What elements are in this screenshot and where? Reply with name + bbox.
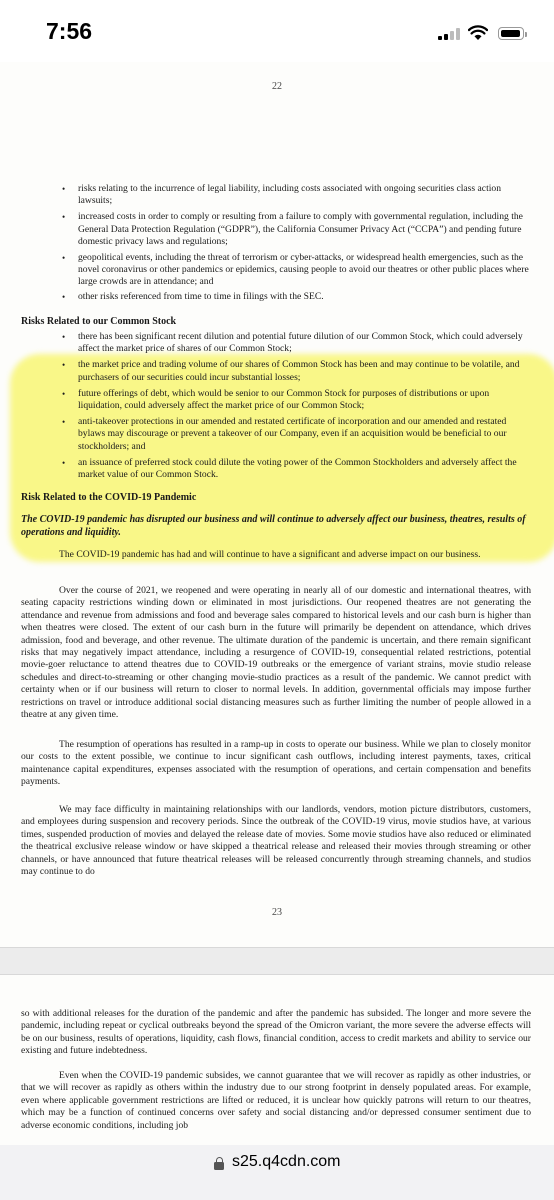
battery-icon xyxy=(498,27,524,40)
list-item: • increased costs in order to comply or resulting from a failure to comply with governmental regulation, including the General Data Protection Regulation (“GDPR”), the California Consumer Privacy Act (“CCPA”) and pending future domestic privacy laws and regulations; xyxy=(62,211,532,248)
paragraph: so with additional releases for the duration of the pandemic and after the pandemic has subsided. The longer and more severe the pandemic, including repeat or cyclical outbreaks beyond the spread of the Omicron variant, the more severe the adverse effects will be on our business, results of operations, liquidity, cash flows, financial condition, access to credit markets and ability to service our existing and future indebtedness. xyxy=(21,1008,531,1057)
risk-factor-lead: The COVID-19 pandemic has disrupted our business and will continue to adversely affect our business, theatres, results of operations and liquidity. xyxy=(21,514,526,538)
paragraph: We may face difficulty in maintaining relationships with our landlords, vendors, motion picture distributors, customers, and employees during suspension and recovery periods. Since the outbreak of the COVID-19 virus, movie studios have, at various times, suspended production of movies and delayed the release date of movies. Some movie studios have also reduced or eliminated the theatrical exclusive release window or have skipped a theatrical release and released their movies through streaming or other channels, or have announced that future theatrical releases will be released concurrently through streaming channels, and studios may continue to do xyxy=(21,804,531,878)
url-text[interactable]: s25.q4cdn.com xyxy=(232,1153,341,1170)
wifi-icon xyxy=(468,25,488,41)
list-item: • risks relating to the incurrence of legal liability, including costs associated with ongoing securities class action lawsuits; xyxy=(62,183,532,207)
list-item: • an issuance of preferred stock could dilute the voting power of the Common Stockholders and adversely affect the market value of our Common Stock. xyxy=(62,457,532,481)
page-number-top: 22 xyxy=(272,81,282,92)
document-page xyxy=(0,975,554,1145)
paragraph: Over the course of 2021, we reopened and were operating in nearly all of our domestic and international theatres, with seating capacity restrictions winding down or eliminated in most jurisdictions. Our reopened theatres are not generating the attendance and revenue from admissions and food and beverage sales compared to historical levels and our cash burn is higher than when theatres were closed. The extent of our cash burn in the future will primarily be dependent on attendance, which drives admission, food and beverage, and other revenue. The ultimate duration of the pandemic is uncertain, and there remain significant risks that may negatively impact attendance, including a resurgence of COVID-19, consequential related restrictions, potential movie-goer reluctance to attend theatres due to COVID-19 outbreaks or the emergence of variant strains, movie studio release schedules and direct-to-streaming or other changing movie-studio practices as a result of the pandemic. We cannot predict with certainty when or if our business will return to closer to normal levels. In addition, governmental officials may impose further restrictions on travel or introduce additional social distancing measures such as further limiting the number of people allowed in a theatre at any given time. xyxy=(21,585,531,721)
page-break xyxy=(0,947,554,975)
page-number-bottom: 23 xyxy=(272,907,282,918)
list-item: • the market price and trading volume of our shares of Common Stock has been and may continue to be volatile, and purchasers of our securities could incur substantial losses; xyxy=(62,359,532,383)
bullet-list-stock-risks xyxy=(62,331,532,485)
paragraph: Even when the COVID-19 pandemic subsides, we cannot guarantee that we will recover as rapidly as other industries, or that we will recover as rapidly as others within the industry due to our strong footprint in densely populated areas. For example, even where applicable government restrictions are lifted or reduced, it is unclear how quickly patrons will return to our theatres, which may be a function of continued concerns over safety and social distancing and/or depressed consumer sentiment due to adverse economic conditions, including job xyxy=(21,1070,531,1131)
list-item: • anti-takeover protections in our amended and restated certificate of incorporation and our amended and restated bylaws may discourage or prevent a takeover of our Company, even if an acquisition would be beneficial to our stockholders; and xyxy=(62,416,532,453)
paragraph: The COVID-19 pandemic has had and will continue to have a significant and adverse impact on our business. xyxy=(59,549,481,560)
status-time: 7:56 xyxy=(46,18,93,44)
section-heading-common-stock: Risks Related to our Common Stock xyxy=(21,316,177,327)
list-item: • geopolitical events, including the threat of terrorism or cyber-attacks, or widespread health emergencies, such as the novel coronavirus or other pandemics or epidemics, causing people to avoid our theatres or other public places where large crowds are in attendance; and xyxy=(62,252,532,289)
list-item: • there has been significant recent dilution and potential future dilution of our Common Stock, which could adversely affect the market price of shares of our Common Stock; xyxy=(62,331,532,355)
status-bar xyxy=(0,0,554,62)
bullet-list-general-risks-end xyxy=(62,291,532,307)
paragraph: The resumption of operations has resulted in a ramp-up in costs to operate our business. While we plan to closely monitor our costs to the extent possible, we continue to incur significant cash outflows, including interest payments, taxes, critical maintenance capital expenditures, expenses associated with the resumption of operations, and certain compensation and benefits payments. xyxy=(21,739,531,788)
lock-icon xyxy=(214,1157,224,1170)
list-item: • future offerings of debt, which would be senior to our Common Stock for purposes of distributions or upon liquidation, could adversely affect the market price of our Common Stock; xyxy=(62,388,532,412)
document-page xyxy=(0,62,554,947)
bullet-list-general-risks xyxy=(62,183,532,293)
section-heading-covid: Risk Related to the COVID-19 Pandemic xyxy=(21,492,197,503)
cellular-signal-icon xyxy=(438,28,460,40)
list-item: • other risks referenced from time to time in filings with the SEC. xyxy=(62,291,532,303)
browser-address-bar[interactable] xyxy=(0,1145,554,1200)
